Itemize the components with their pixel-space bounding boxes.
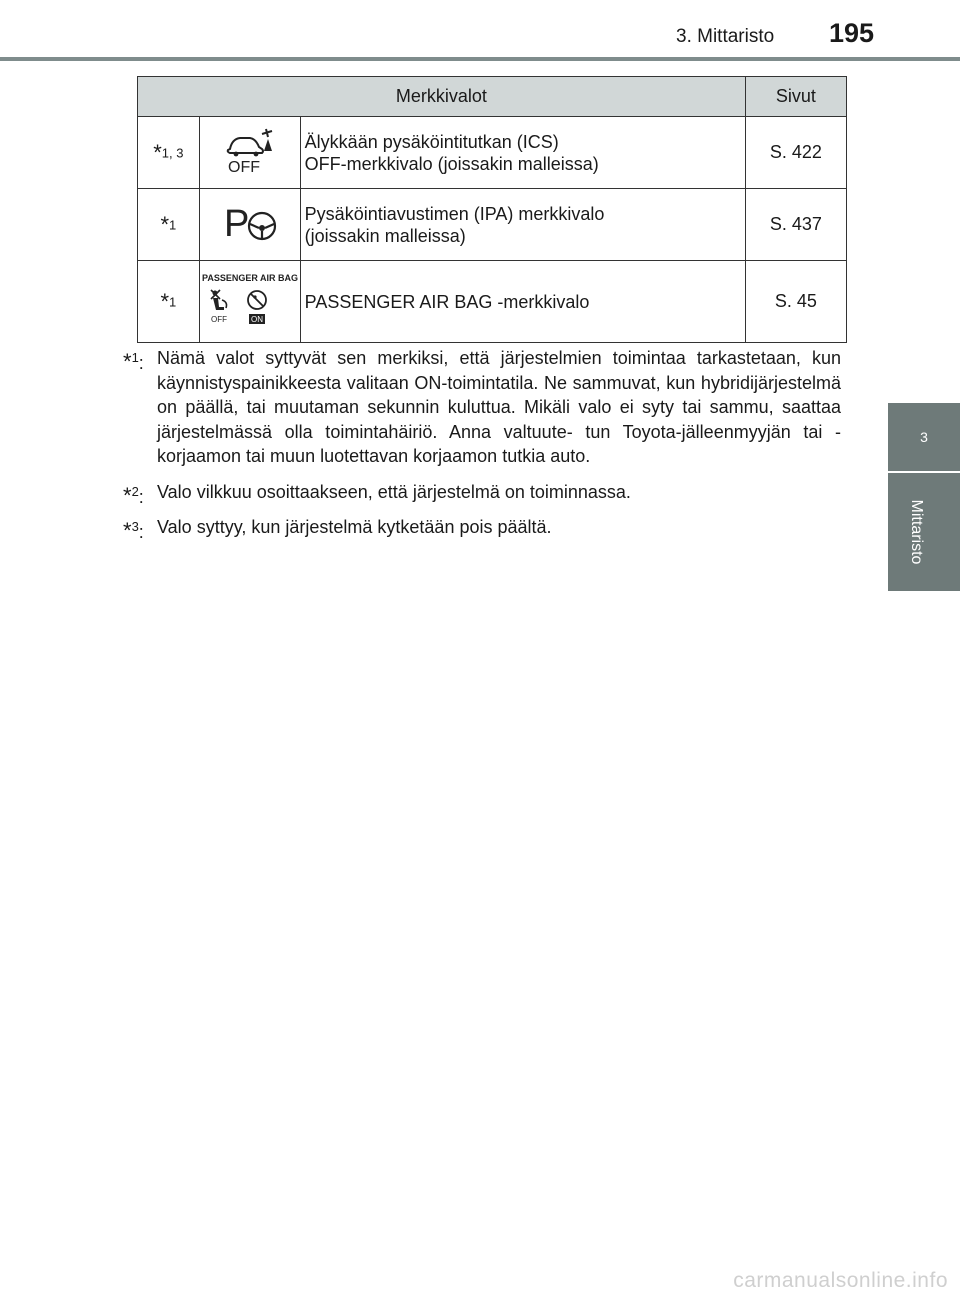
parking-sonar-off-icon xyxy=(199,117,300,189)
svg-text:P: P xyxy=(223,203,250,245)
column-header-indicators: Merkkivalot xyxy=(138,77,746,117)
footnote-ref: *1 xyxy=(138,261,200,343)
parking-assist-icon xyxy=(199,189,300,261)
indicator-description: Älykkään pysäköintitutkan (ICS) OFF-merkkivalo (joissakin malleissa) xyxy=(300,117,745,189)
footnote-text: Nämä valot syttyvät sen merkiksi, että järjestelmien toimintaa tarkastetaan, kun käynnistyspainikkeesta valitaan ON-toimintatila. Ne sammuvat, kun hybridijärjestelmä on päällä, tai muutaman sekunnin kuluttua. Mikäli valo ei syty tai sammu, saattaa järjestelmässä olla toimintahäiriö. Anna valtuute- tun Toyota-jälleenmyyjän tai -korjaamon tai muun luotettavan korjaamon tutkia auto. xyxy=(157,348,841,466)
indicator-description: PASSENGER AIR BAG -merkkivalo xyxy=(300,261,745,343)
header-divider xyxy=(0,57,960,61)
column-header-pages: Sivut xyxy=(745,77,846,117)
page-number: 195 xyxy=(829,18,875,48)
svg-text:PASSENGER AIR BAG: PASSENGER AIR BAG xyxy=(201,273,298,283)
chapter-title: 3. Mittaristo xyxy=(676,26,775,47)
footnote-ref: *1 xyxy=(138,189,200,261)
footnote xyxy=(123,515,841,543)
footnote-marker: *$^1$: xyxy=(123,349,144,374)
indicator-description: Pysäköintiavustimen (IPA) merkkivalo (joissakin malleissa) xyxy=(300,189,745,261)
footnote-ref: *1, 3 xyxy=(138,117,200,189)
table-header-row xyxy=(138,77,847,117)
watermark: carmanualsonline.info xyxy=(733,1269,948,1292)
page-reference[interactable]: S. 45 xyxy=(745,261,846,343)
svg-text:OFF: OFF xyxy=(210,315,227,324)
footnote-text: Valo vilkkuu osoittaakseen, että järjestelmä on toiminnassa. xyxy=(157,481,631,502)
footnote xyxy=(123,346,841,469)
footnote-marker: *$^2$: xyxy=(123,482,144,508)
svg-text:OFF: OFF xyxy=(227,159,260,175)
table-row xyxy=(138,117,847,189)
passenger-airbag-icon xyxy=(199,261,300,343)
page-reference[interactable]: S. 437 xyxy=(745,189,846,261)
indicator-table xyxy=(137,76,847,343)
footnote-text: Valo syttyy, kun järjestelmä kytketään pois päältä. xyxy=(157,517,552,537)
footnote-marker: *$^3$: xyxy=(123,518,144,543)
table-row xyxy=(138,189,847,261)
side-tab-chapter-number[interactable]: 3 xyxy=(888,403,960,471)
table-row xyxy=(138,261,847,343)
svg-text:ON: ON xyxy=(250,315,263,324)
page-reference[interactable]: S. 422 xyxy=(745,117,846,189)
footnotes xyxy=(123,346,841,551)
side-tab-label: Mittaristo xyxy=(908,499,925,565)
footnote xyxy=(123,480,841,508)
